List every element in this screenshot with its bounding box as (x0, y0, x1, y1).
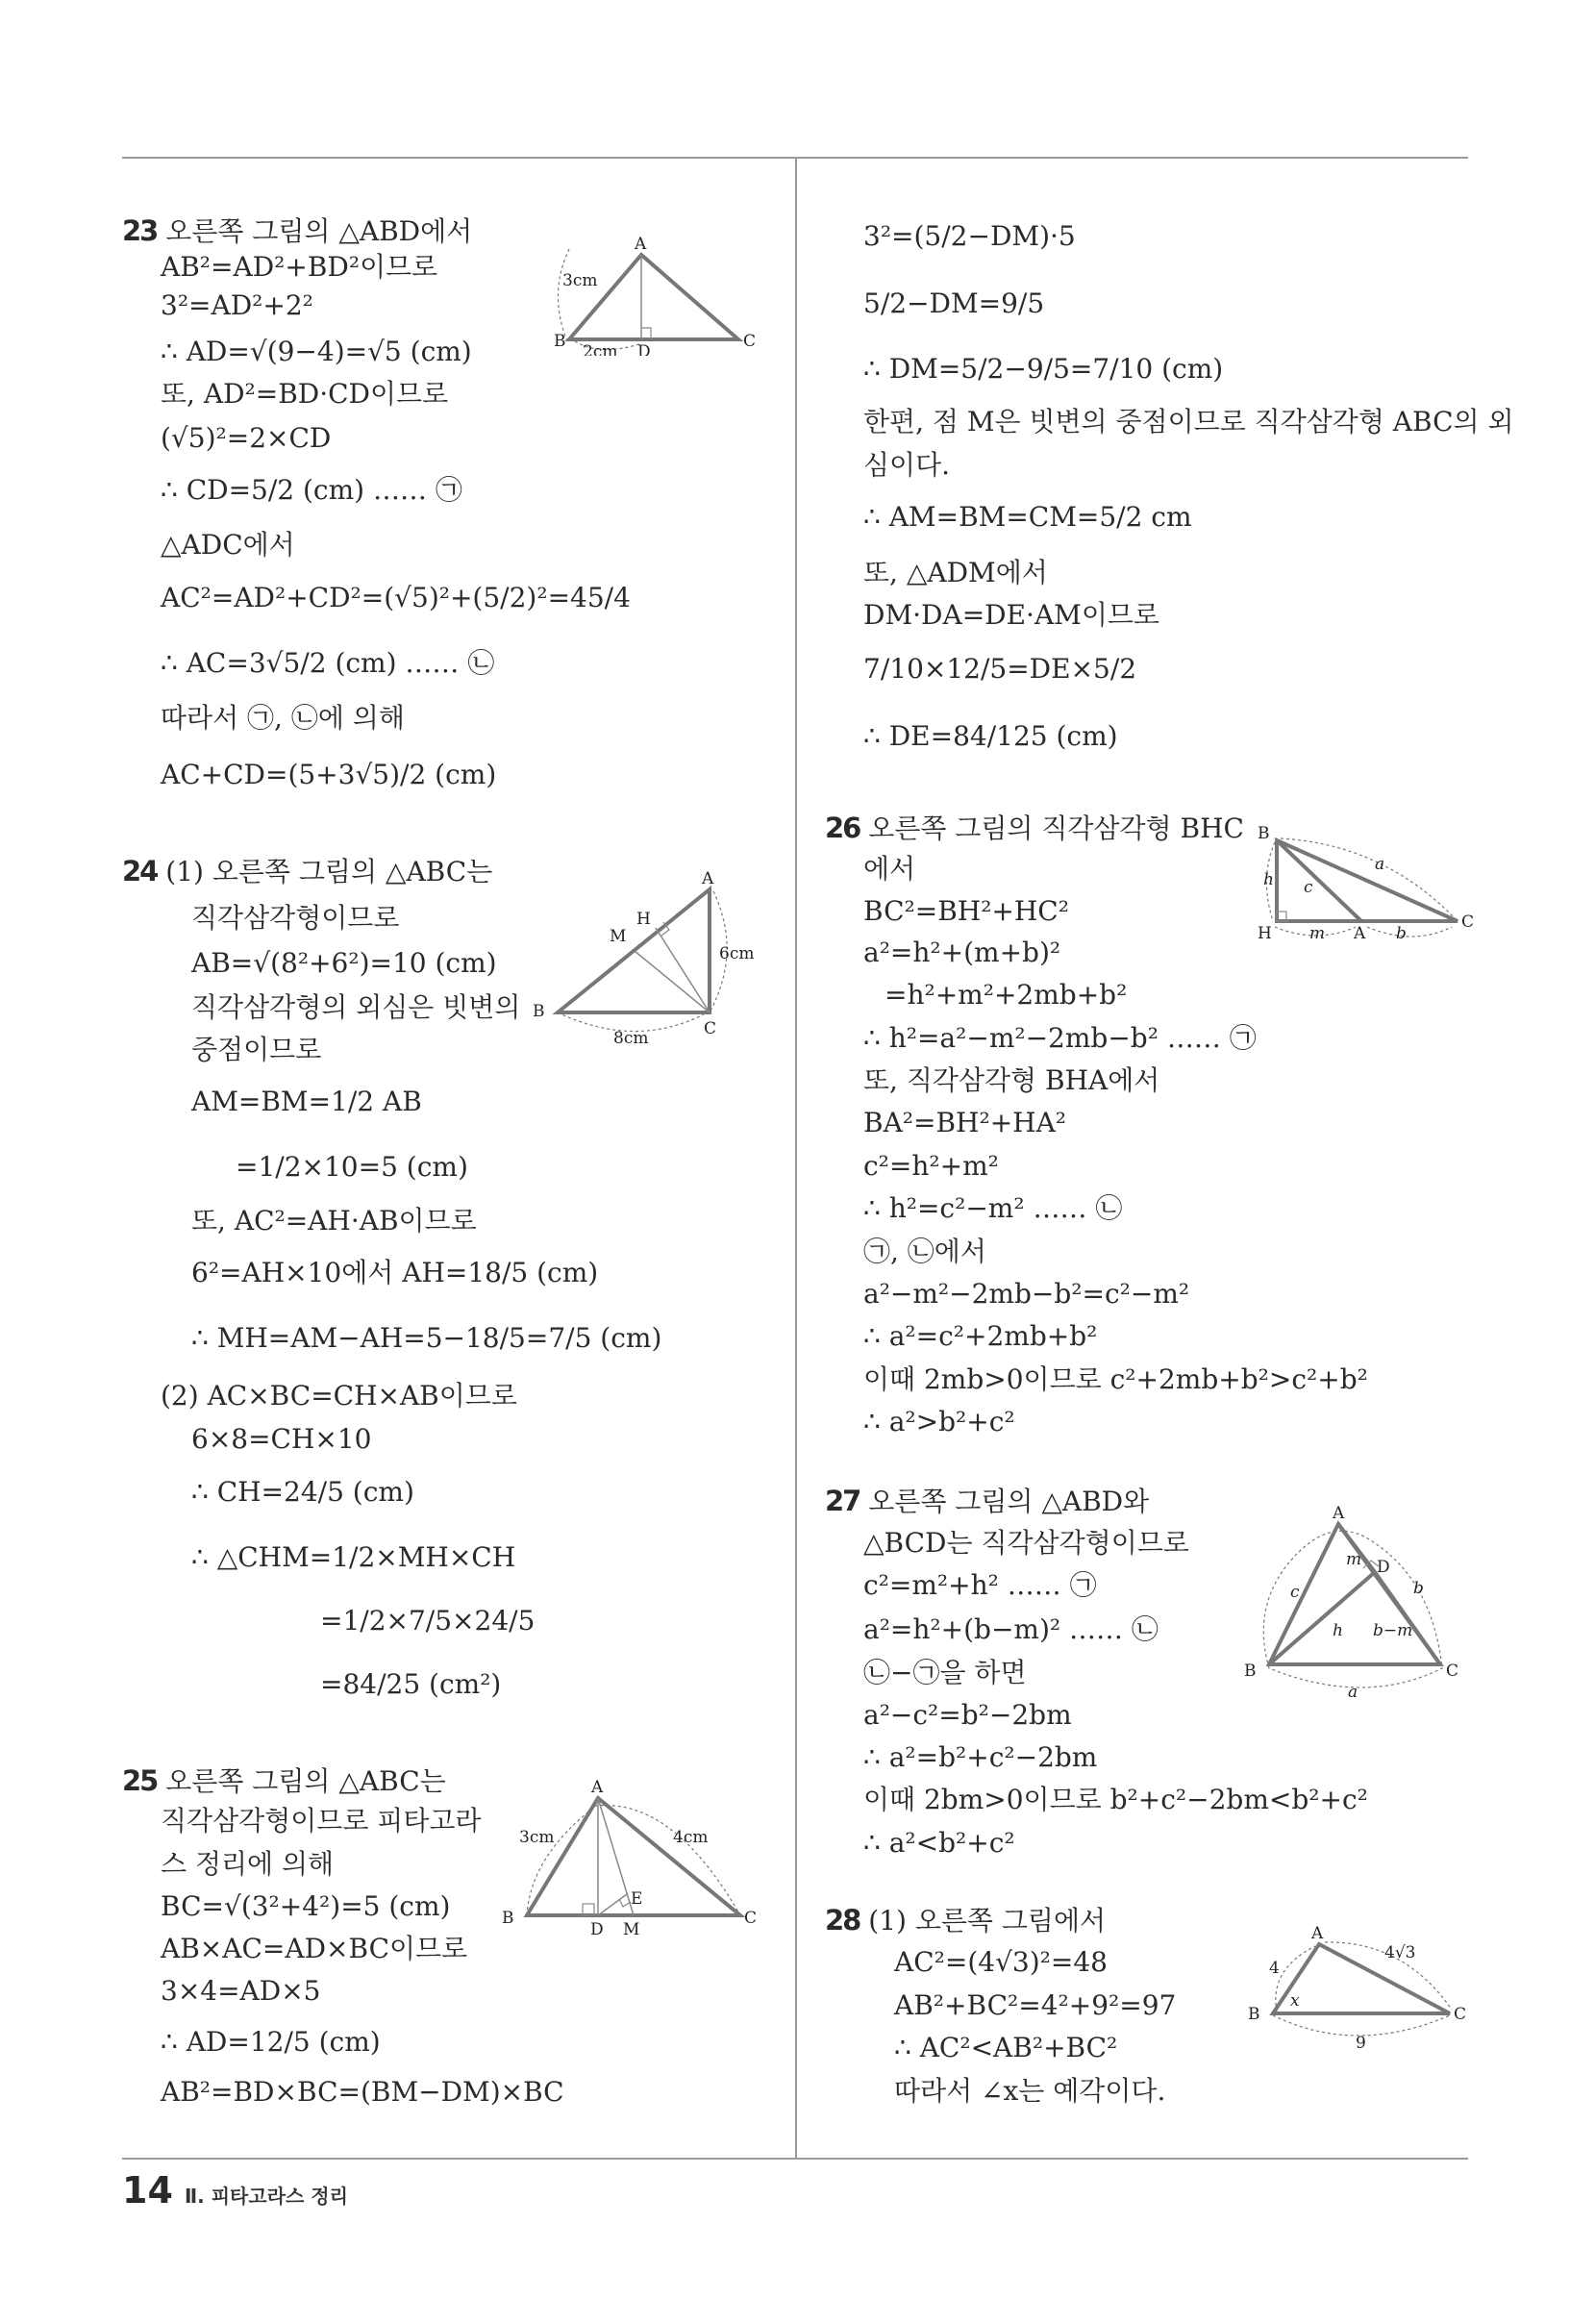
line-text: a²−m²−2mb−b²=c²−m² (863, 1278, 1190, 1310)
solution-line (161, 251, 437, 284)
line-text: 3²=(5/2−DM)·5 (863, 220, 1076, 252)
solution-line (191, 947, 497, 980)
line-text: BC=√(3²+4²)=5 (cm) (161, 1890, 451, 1922)
fig27-label-b: B (1244, 1662, 1257, 1681)
solution-line (863, 1150, 999, 1183)
solution-line (161, 647, 494, 680)
line-text: 이때 2mb>0이므로 c²+2mb+b²>c²+b² (863, 1363, 1368, 1395)
fig27-label-b-side: b (1413, 1579, 1424, 1598)
line-text: ∴ a²<b²+c² (863, 1827, 1015, 1859)
line-text: 오른쪽 그림의 △ABD와 (868, 1486, 1150, 1517)
line-text: c²=h²+m² (863, 1150, 999, 1182)
fig26-label-m: m (1309, 924, 1326, 943)
solution-line (863, 1192, 1122, 1225)
line-text: DM·DA=DE·AM이므로 (863, 599, 1159, 631)
solution-line (863, 1569, 1097, 1602)
fig23-label-bd: 2cm (583, 342, 618, 356)
fig25-label-m: M (623, 1920, 640, 1939)
line-text: c²=m²+h² …… ㉠ (863, 1569, 1097, 1601)
solution-line (825, 812, 1244, 845)
fig28-label-a: A (1311, 1924, 1324, 1943)
fig28-label-b: B (1248, 2005, 1260, 2024)
line-text: ∴ CH=24/5 (cm) (191, 1476, 414, 1508)
line-text: AC+CD=(5+3√5)/2 (cm) (161, 759, 497, 790)
solution-line (863, 1107, 1066, 1139)
line-text: 오른쪽 그림의 △ABD에서 (165, 215, 473, 247)
solution-line (161, 336, 472, 368)
solution-line (161, 378, 448, 411)
fig24-label-a: A (702, 870, 714, 888)
solution-line (191, 902, 399, 935)
line-text: ∴ DM=5/2−9/5=7/10 (cm) (863, 353, 1224, 385)
solution-line (863, 653, 1136, 686)
solution-line (191, 1034, 321, 1066)
line-text: =1/2×7/5×24/5 (320, 1605, 536, 1637)
solution-line (885, 979, 1127, 1012)
solution-line (236, 1151, 468, 1184)
line-text: 6×8=CH×10 (191, 1423, 372, 1455)
fig24-label-h: H (636, 910, 651, 929)
line-text: (1) 오른쪽 그림의 △ABC는 (165, 856, 493, 887)
fig26-label-a-side: a (1375, 855, 1385, 874)
solution-line (191, 1476, 414, 1509)
line-text: ㉠, ㉡에서 (863, 1236, 986, 1267)
line-text: ∴ AC²<AB²+BC² (894, 2032, 1118, 2063)
line-text: a²=h²+(b−m)² …… ㉡ (863, 1613, 1159, 1645)
fig24-label-m: M (610, 927, 627, 946)
solution-line (863, 1699, 1072, 1732)
solution-line (863, 853, 915, 886)
solution-line (894, 1946, 1108, 1979)
solution-line (863, 1022, 1257, 1055)
line-text: ∴ AC=3√5/2 (cm) …… ㉡ (161, 647, 495, 679)
line-text: 7/10×12/5=DE×5/2 (863, 653, 1137, 685)
solution-line (161, 702, 405, 735)
line-text: 직각삼각형이므로 피타고라 (161, 1805, 482, 1837)
line-text: a²=h²+(m+b)² (863, 937, 1061, 968)
fig27-label-c: C (1446, 1662, 1459, 1681)
line-text: =84/25 (cm²) (320, 1668, 502, 1700)
fig27-label-d: D (1377, 1558, 1390, 1577)
fig25-label-b: B (502, 1909, 514, 1928)
line-text: (2) AC×BC=CH×AB이므로 (161, 1380, 517, 1412)
solution-line (191, 1205, 477, 1237)
line-text: 따라서 ㉠, ㉡에 의해 (161, 702, 405, 734)
solution-line (191, 991, 520, 1024)
solution-line (161, 759, 496, 791)
solution-line (161, 1890, 450, 1923)
line-text: 한편, 점 M은 빗변의 중점이므로 직각삼각형 ABC의 외 (863, 406, 1514, 437)
solution-line (122, 214, 472, 248)
line-text: 또, AC²=AH·AB이므로 (191, 1205, 477, 1237)
line-text: AB=√(8²+6²)=10 (cm) (191, 947, 497, 979)
line-text: a²−c²=b²−2bm (863, 1699, 1072, 1731)
solution-line (863, 1827, 1015, 1860)
solution-line (191, 1423, 371, 1456)
solution-line (863, 406, 1514, 438)
fig28-label-x: x (1290, 1991, 1300, 2011)
fig28-label-ac: 4√3 (1384, 1943, 1416, 1962)
fig25-label-ab: 3cm (519, 1828, 555, 1847)
problem-number: 25 (122, 1764, 158, 1797)
solution-line (863, 220, 1076, 253)
solution-line (161, 529, 295, 562)
solution-line (863, 720, 1118, 753)
line-text: BA²=BH²+HA² (863, 1107, 1067, 1138)
solution-line (191, 1322, 661, 1355)
solution-line (863, 1064, 1159, 1097)
figure-24-triangle-abc (529, 870, 769, 1053)
fig27-label-bm: b−m (1373, 1621, 1413, 1640)
line-text: 이때 2bm>0이므로 b²+c²−2bm<b²+c² (863, 1784, 1368, 1815)
fig27-label-h: h (1333, 1621, 1343, 1640)
line-text: =1/2×10=5 (cm) (236, 1151, 468, 1183)
figure-25-triangle-abc (500, 1779, 769, 1942)
problem-number: 28 (825, 1904, 860, 1937)
fig25-label-e: E (631, 1889, 643, 1909)
column-divider (795, 159, 797, 2158)
solution-line (191, 1541, 515, 1574)
fig27-label-m: m (1346, 1550, 1362, 1569)
line-text: 중점이므로 (191, 1034, 322, 1065)
line-text: AB²=BD×BC=(BM−DM)×BC (161, 2076, 564, 2108)
line-text: 또, AD²=BD·CD이므로 (161, 378, 449, 410)
line-text: ∴ h²=a²−m²−2mb−b² …… ㉠ (863, 1022, 1257, 1054)
fig23-label-a: A (635, 236, 647, 254)
solution-line (161, 289, 313, 322)
line-text: ∴ a²=b²+c²−2bm (863, 1741, 1098, 1773)
solution-line (320, 1668, 501, 1701)
solution-line (161, 2076, 564, 2109)
solution-line (161, 1933, 467, 1965)
solution-line (863, 1320, 1097, 1353)
line-text: AB²+BC²=4²+9²=97 (894, 1989, 1177, 2021)
fig23-label-c: C (743, 332, 757, 351)
line-text: 3×4=AD×5 (161, 1975, 321, 2007)
fig26-label-b-side: b (1396, 924, 1407, 943)
line-text: 또, 직각삼각형 BHA에서 (863, 1064, 1160, 1096)
solution-line (863, 895, 1069, 928)
line-text: (√5)²=2×CD (161, 422, 332, 454)
solution-line (161, 1848, 334, 1881)
line-text: 또, △ADM에서 (863, 557, 1048, 588)
solution-line (122, 855, 492, 888)
solution-line (894, 2032, 1117, 2064)
solution-line (863, 501, 1192, 534)
problem-number: 23 (122, 214, 158, 247)
solution-line (863, 449, 950, 482)
solution-line (863, 353, 1223, 386)
page-number: 14 (122, 2169, 173, 2212)
line-text: 3²=AD²+2² (161, 289, 313, 321)
fig26-label-c: C (1461, 912, 1475, 932)
fig26-label-b: B (1258, 825, 1270, 843)
solution-line (161, 1380, 517, 1412)
line-text: 에서 (863, 853, 916, 885)
line-text: 심이다. (863, 449, 951, 481)
bottom-rule (122, 2158, 1468, 2160)
solution-line (863, 1406, 1015, 1438)
line-text: ∴ DE=84/125 (cm) (863, 720, 1118, 752)
fig28-label-ab: 4 (1269, 1959, 1280, 1978)
solution-line (122, 1764, 446, 1798)
line-text: ∴ AM=BM=CM=5/2 cm (863, 501, 1192, 533)
problem-number: 24 (122, 855, 158, 887)
line-text: ∴ h²=c²−m² …… ㉡ (863, 1192, 1123, 1224)
fig26-label-a-point: A (1354, 924, 1366, 943)
fig27-label-a-side: a (1348, 1683, 1358, 1702)
solution-line (863, 1741, 1097, 1774)
solution-line (825, 1485, 1149, 1518)
line-text: 5/2−DM=9/5 (863, 287, 1045, 319)
solution-line (863, 599, 1159, 632)
line-text: 스 정리에 의해 (161, 1848, 335, 1880)
solution-line (825, 1904, 1106, 1937)
line-text: AB×AC=AD×BC이므로 (161, 1933, 468, 1964)
line-text: =h²+m²+2mb+b² (885, 979, 1128, 1011)
fig25-label-ac: 4cm (673, 1828, 709, 1847)
fig26-label-c-side: c (1304, 878, 1313, 897)
fig23-label-ab: 3cm (562, 271, 598, 290)
solution-line (863, 1657, 1027, 1689)
fig24-label-c: C (704, 1019, 717, 1038)
solution-line (894, 2075, 1165, 2108)
solution-line (161, 1805, 481, 1837)
fig28-label-bc: 9 (1356, 2034, 1366, 2053)
fig28-label-c: C (1454, 2005, 1467, 2024)
line-text: ∴ AD=12/5 (cm) (161, 2026, 381, 2058)
line-text: ∴ AD=√(9−4)=√5 (cm) (161, 336, 472, 367)
line-text: 오른쪽 그림의 직각삼각형 BHC (868, 812, 1244, 844)
solution-line (863, 1278, 1189, 1311)
fig27-label-a: A (1333, 1505, 1345, 1523)
line-text: ㉡−㉠을 하면 (863, 1657, 1027, 1688)
solution-line (161, 2026, 381, 2059)
fig27-label-c-side: c (1290, 1583, 1300, 1602)
line-text: 오른쪽 그림의 △ABC는 (165, 1765, 446, 1797)
problem-number: 27 (825, 1485, 860, 1517)
line-text: AC²=(4√3)²=48 (894, 1946, 1108, 1978)
solution-line (863, 1236, 986, 1268)
line-text: 따라서 ∠x는 예각이다. (894, 2075, 1166, 2107)
solution-line (191, 1086, 422, 1118)
line-text: ∴ a²=c²+2mb+b² (863, 1320, 1098, 1352)
problem-number: 26 (825, 812, 860, 844)
line-text: (1) 오른쪽 그림에서 (868, 1905, 1107, 1937)
line-text: AB²=AD²+BD²이므로 (161, 251, 438, 283)
fig25-label-d: D (590, 1920, 604, 1939)
fig26-label-h-point: H (1258, 924, 1272, 943)
figure-23-triangle-abd (548, 236, 769, 356)
line-text: △BCD는 직각삼각형이므로 (863, 1527, 1189, 1559)
fig24-label-b: B (533, 1002, 545, 1021)
solution-line (161, 582, 631, 614)
solution-line (863, 1527, 1189, 1560)
fig23-label-d: D (637, 342, 651, 356)
fig25-label-c: C (744, 1909, 758, 1928)
solution-line (863, 1613, 1159, 1646)
solution-line (191, 1257, 598, 1289)
line-text: 6²=AH×10에서 AH=18/5 (cm) (191, 1257, 599, 1288)
solution-line (161, 474, 462, 507)
line-text: 직각삼각형의 외심은 빗변의 (191, 991, 521, 1023)
chapter-title: Ⅱ. 피타고라스 정리 (185, 2185, 348, 2208)
solution-line (894, 1989, 1176, 2022)
fig24-label-bc: 8cm (613, 1029, 649, 1048)
solution-line (863, 287, 1044, 320)
line-text: ∴ a²>b²+c² (863, 1406, 1015, 1437)
line-text: BC²=BH²+HC² (863, 895, 1069, 927)
figure-27-quadrilateral (1240, 1505, 1476, 1712)
figure-28-triangle-abc (1240, 1921, 1476, 2056)
fig23-label-b: B (554, 332, 566, 351)
line-text: AC²=AD²+CD²=(√5)²+(5/2)²=45/4 (161, 582, 631, 613)
solution-line (863, 937, 1060, 969)
solution-line (161, 1975, 321, 2008)
line-text: AM=BM=1/2 AB (191, 1086, 422, 1117)
solution-line (320, 1605, 535, 1637)
fig24-label-ac: 6cm (719, 944, 755, 963)
fig25-label-a: A (591, 1779, 604, 1797)
line-text: ∴ MH=AM−AH=5−18/5=7/5 (cm) (191, 1322, 662, 1354)
solution-line (863, 1784, 1368, 1816)
solution-line (863, 557, 1048, 589)
line-text: 직각삼각형이므로 (191, 902, 400, 934)
solution-line (863, 1363, 1368, 1396)
line-text: △ADC에서 (161, 529, 295, 561)
figure-26-triangle-bhc (1240, 825, 1476, 950)
line-text: ∴ CD=5/2 (cm) …… ㉠ (161, 474, 462, 506)
solution-line (161, 422, 331, 455)
fig26-label-h: h (1263, 870, 1274, 889)
line-text: ∴ △CHM=1/2×MH×CH (191, 1541, 516, 1573)
